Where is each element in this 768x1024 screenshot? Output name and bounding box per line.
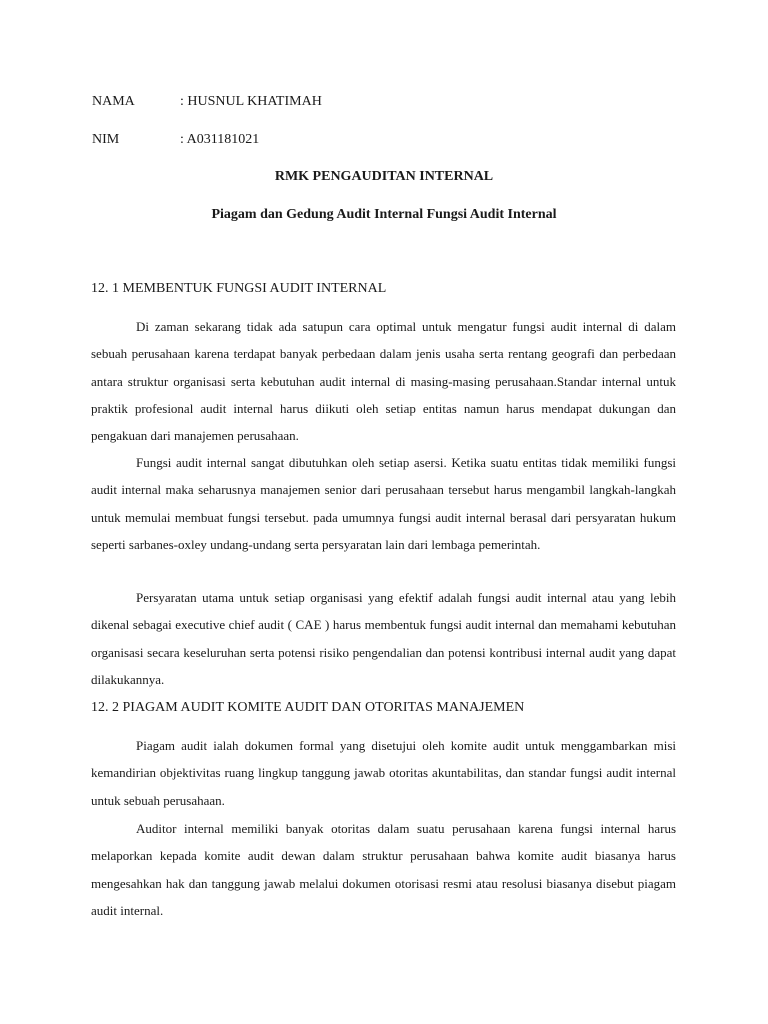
nim-value: : A031181021: [180, 132, 260, 147]
document-subtitle: Piagam dan Gedung Audit Internal Fungsi Audit Internal: [211, 207, 557, 222]
paragraph: Fungsi audit internal sangat dibutuhkan oleh setiap asersi. Ketika suatu entitas tidak memiliki fungsi audit internal maka seharusnya manajemen senior dari perusahaan tersebut harus mengambil langkah-langkah untuk memulai membuat fungsi tersebut. pada umumnya fungsi audit internal berasal dari persyaratan hukum seperti sarbanes-oxley undang-undang serta persyaratan lain dari lembaga pemerintah.: [91, 455, 676, 552]
document-title: RMK PENGAUDITAN INTERNAL: [274, 169, 494, 184]
section-heading-1: 12. 1 MEMBENTUK FUNGSI AUDIT INTERNAL: [91, 281, 387, 296]
paragraph: Persyaratan utama untuk setiap organisasi yang efektif adalah fungsi audit internal atau yang lebih dikenal sebagai executive chief audit ( CAE ) harus membentuk fungsi audit internal dan memahami kebutuhan organisasi secara keseluruhan serta potensi risiko pengendalian dan potensi kontribusi internal audit yang dapat dilakukannya.: [91, 590, 676, 687]
section-heading-2: 12. 2 PIAGAM AUDIT KOMITE AUDIT DAN OTORITAS MANAJEMEN: [91, 700, 525, 715]
nama-label: NAMA: [92, 94, 135, 109]
paragraph: Piagam audit ialah dokumen formal yang disetujui oleh komite audit untuk menggambarkan misi kemandirian objektivitas ruang lingkup tanggung jawab otoritas akuntabilitas, dan standar fungsi audit internal untuk sebuah perusahaan.: [91, 738, 676, 808]
paragraph: Di zaman sekarang tidak ada satupun cara optimal untuk mengatur fungsi audit internal di dalam sebuah perusahaan karena terdapat banyak perbedaan dalam jenis usaha serta rentang geografi dan perbedaan antara struktur organisasi serta kebutuhan audit internal di masing-masing perusahaan.Standar internal untuk praktik profesional audit internal harus diikuti oleh setiap entitas namun harus mendapat dukungan dan pengakuan dari manajemen perusahaan.: [91, 319, 676, 444]
nim-label: NIM: [92, 132, 120, 147]
nama-value: : HUSNUL KHATIMAH: [180, 94, 322, 109]
paragraph: Auditor internal memiliki banyak otoritas dalam suatu perusahaan karena fungsi internal harus melaporkan kepada komite audit dewan dalam struktur perusahaan bahwa komite audit biasanya harus mengesahkan hak dan tanggung jawab melalui dokumen otorisasi resmi atau resolusi biasanya disebut piagam audit internal.: [91, 821, 676, 918]
